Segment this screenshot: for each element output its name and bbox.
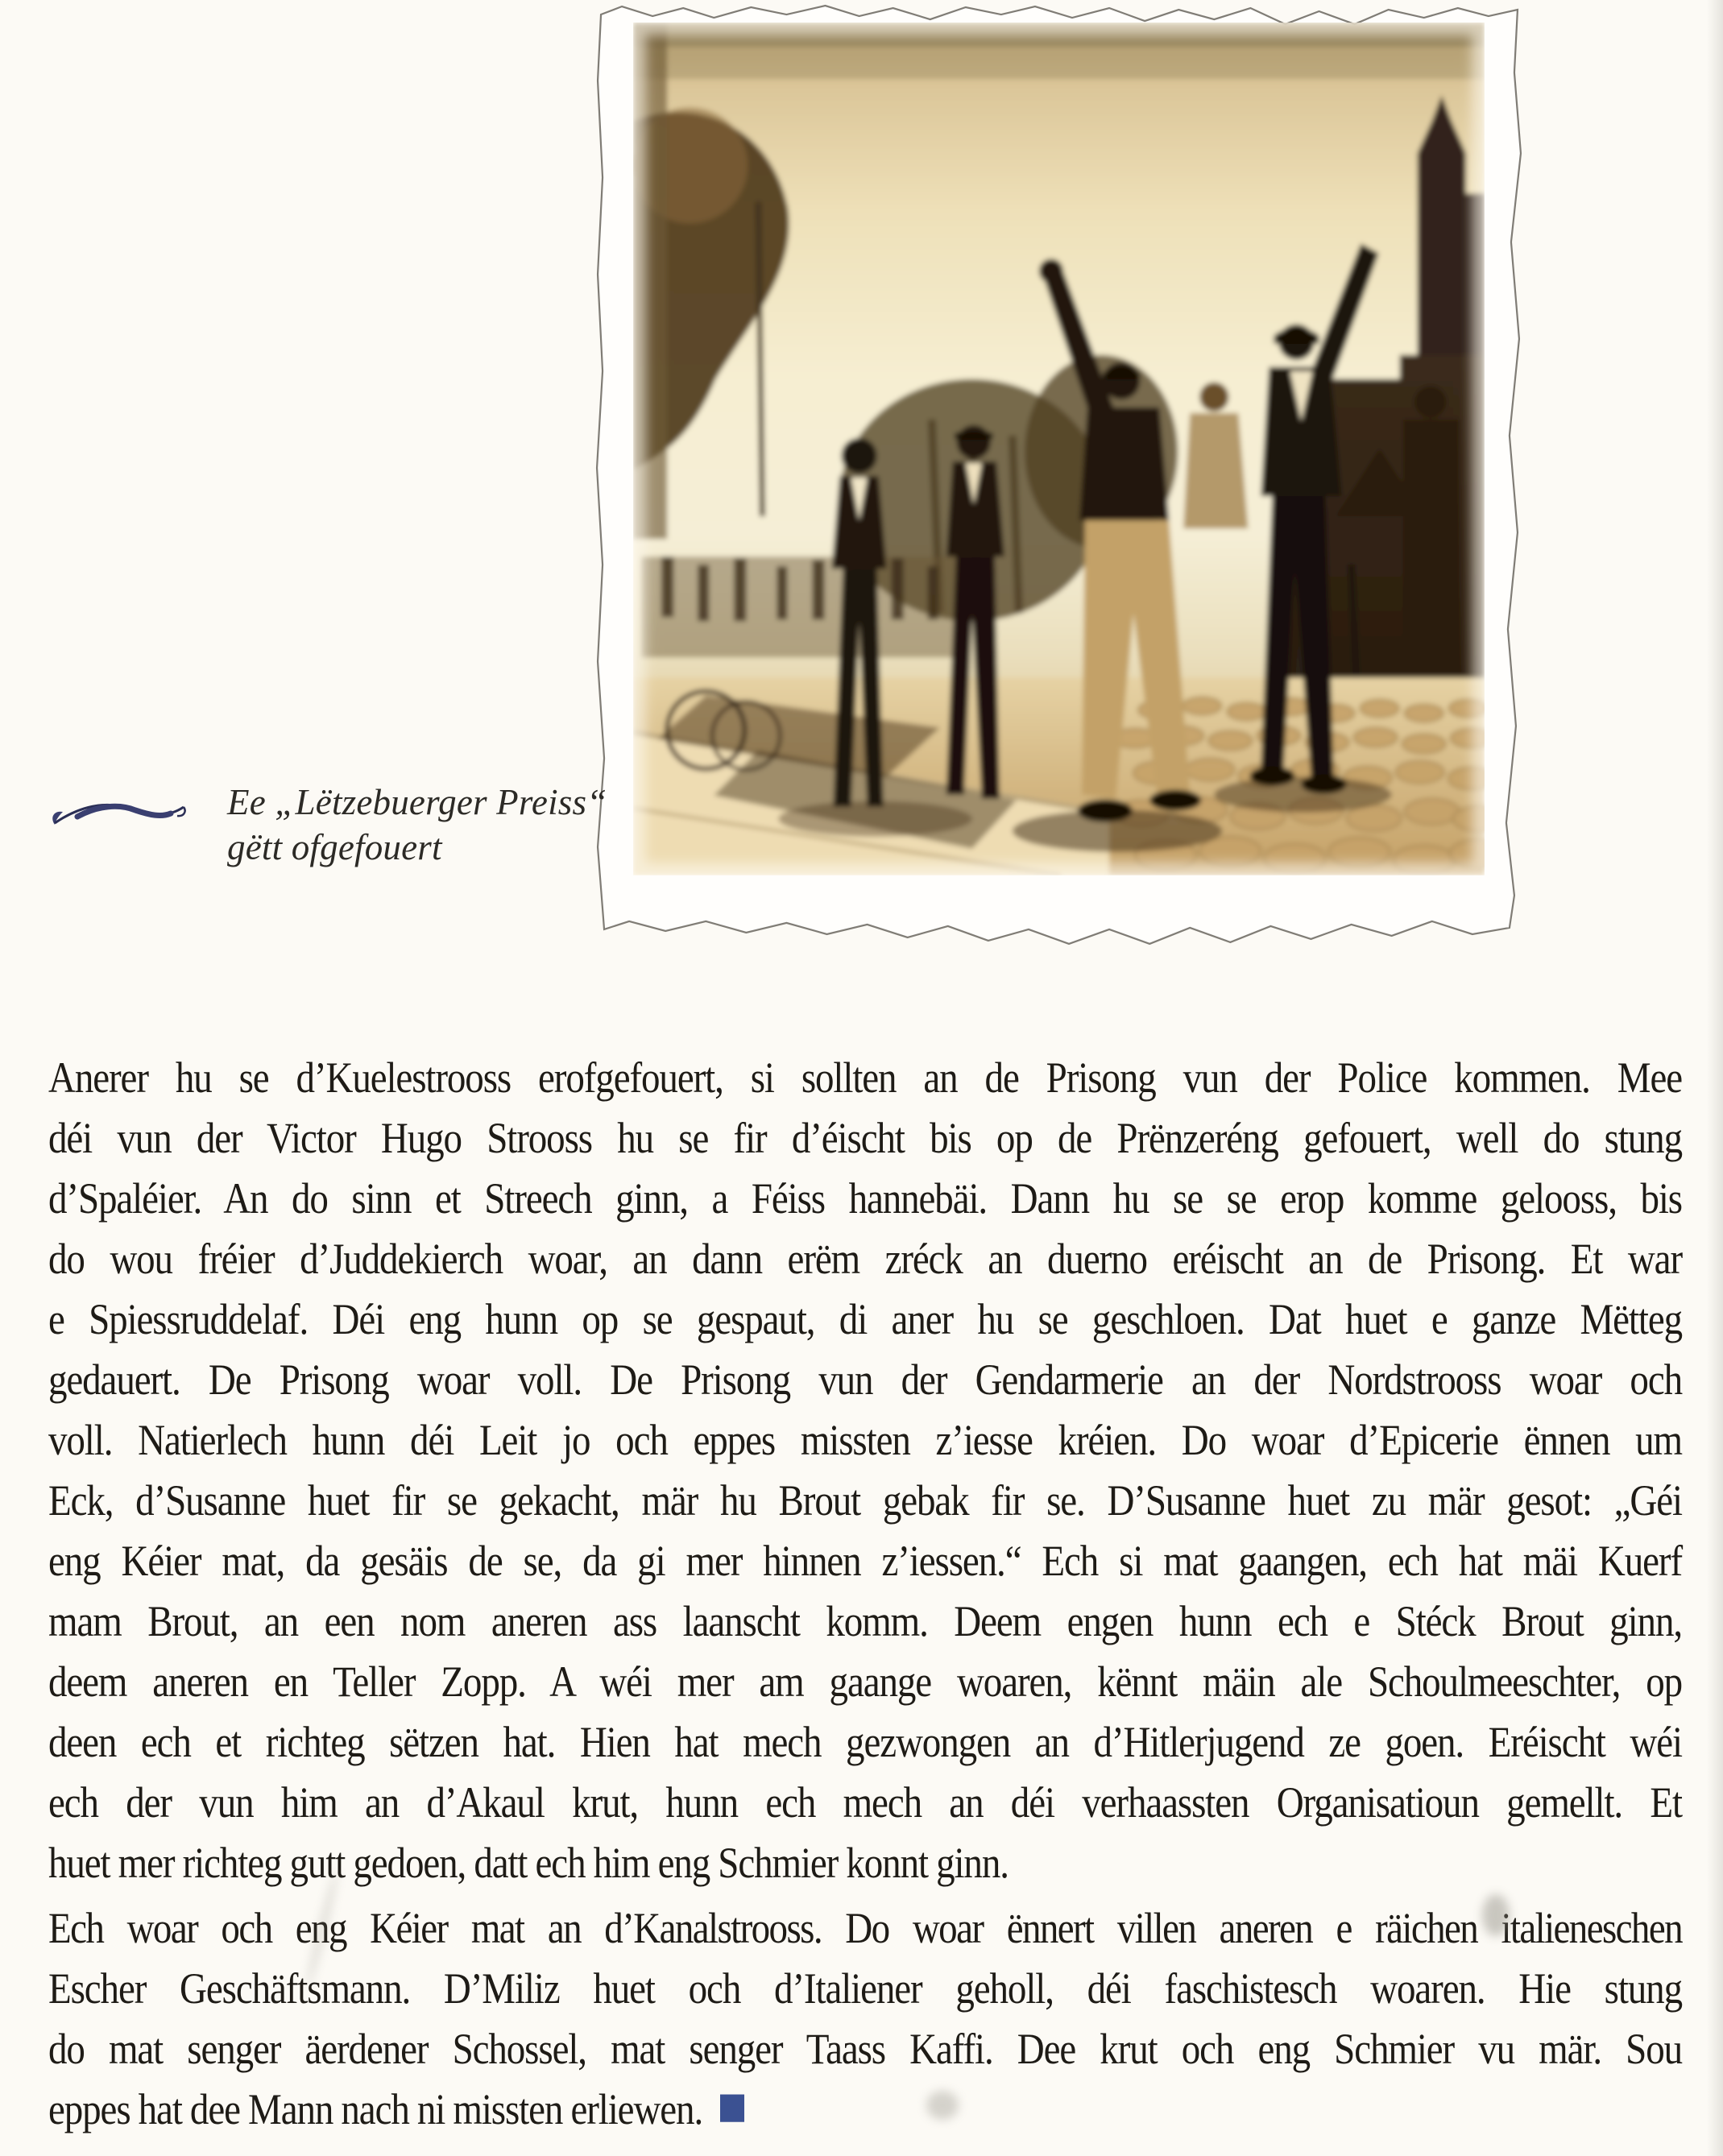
end-of-article-marker (720, 2095, 744, 2122)
text-line (48, 2076, 1682, 2146)
paragraph-1 (48, 1049, 1682, 1894)
photo-caption-text (227, 780, 607, 870)
text-line: deen ech et richteg sëtzen hat. Hien hat mech gezwongen an d’Hitlerjugend ze goen. Eréischt wéi (48, 1719, 1682, 1767)
sepia-street-scene (632, 23, 1511, 875)
article-body (48, 1049, 1682, 2141)
text-line: gedauert. De Prisong woar voll. De Prisong vun der Gendarmerie an der Nordstrooss woar och (48, 1356, 1682, 1405)
text-line: Ech woar och eng Kéier mat an d’Kanalstrooss. Do woar ënnert villen aneren e räichen italieneschen (48, 1905, 1682, 1953)
scan-edge-shadow (1707, 0, 1723, 2156)
text-line: eng Kéier mat, da gesäis de se, da gi mer hinnen z’iessen.“ Ech si mat gaangen, ech hat mäi Kuerf (48, 1537, 1682, 1586)
text-line: déi vun der Victor Hugo Strooss hu se fir d’éischt bis op de Prënzeréng gefouert, well do stung (48, 1115, 1682, 1163)
text-line: do wou fréier d’Juddekierch woar, an dann erëm zréck an duerno eréischt an de Prisong. Et war (48, 1235, 1682, 1284)
text-line: mam Brout, an een nom aneren ass laanscht komm. Deem engen hunn ech e Stéck Brout ginn, (48, 1598, 1682, 1646)
photo-caption (45, 780, 607, 870)
text-line: ech der vun him an d’Akaul krut, hunn ech mech an déi verhaassten Organisatioun gemellt. Et (48, 1779, 1682, 1827)
text-line: Eck, d’Susanne huet fir se gekacht, mär hu Brout gebak fir se. D’Susanne huet zu mär gesot: „Géi (48, 1477, 1682, 1525)
text-line: Escher Geschäftsmann. D’Miliz huet och d’Italiener geholl, déi faschistesch woaren. Hie stung (48, 1965, 1682, 2013)
text-line: huet mer richteg gutt gedoen, datt ech him eng Schmier konnt ginn. (48, 1839, 1009, 1888)
paper-smudge (1482, 1894, 1510, 1936)
historical-photo-illustration (593, 0, 1529, 966)
calligraphic-swash-icon (45, 791, 198, 841)
caption-line: Ee „Lëtzebuerger Preiss“ (227, 782, 607, 822)
text-line: e Spiessruddelaf. Déi eng hunn op se gespaut, di aner hu se geschloen. Dat huet e ganze Mëtteg (48, 1296, 1682, 1344)
paper-smudge (926, 2091, 959, 2120)
historical-photo (593, 0, 1529, 966)
text-line: do mat senger äerdener Schossel, mat senger Taass Kaffi. Dee krut och eng Schmier vu mär. Sou (48, 2026, 1682, 2074)
text-line: deem aneren en Teller Zopp. A wéi mer am gaange woaren, kënnt mäin ale Schoulmeeschter, op (48, 1658, 1682, 1707)
text-line: d’Spaléier. An do sinn et Streech ginn, a Féiss hannebäi. Dann hu se se erop komme gelooss, bis (48, 1175, 1682, 1223)
caption-line: gëtt ofgefouert (227, 827, 442, 867)
text-line: voll. Natierlech hunn déi Leit jo och eppes missten z’iesse kréien. Do woar d’Epicerie ënnen um (48, 1417, 1682, 1465)
text-line: Anerer hu se d’Kuelestrooss erofgefouert, si sollten an de Prisong vun der Police kommen. Mee (48, 1054, 1682, 1103)
paragraph-2 (48, 1899, 1682, 2141)
last-line-text: eppes hat dee Mann nach ni missten erliewen. (48, 2086, 703, 2134)
